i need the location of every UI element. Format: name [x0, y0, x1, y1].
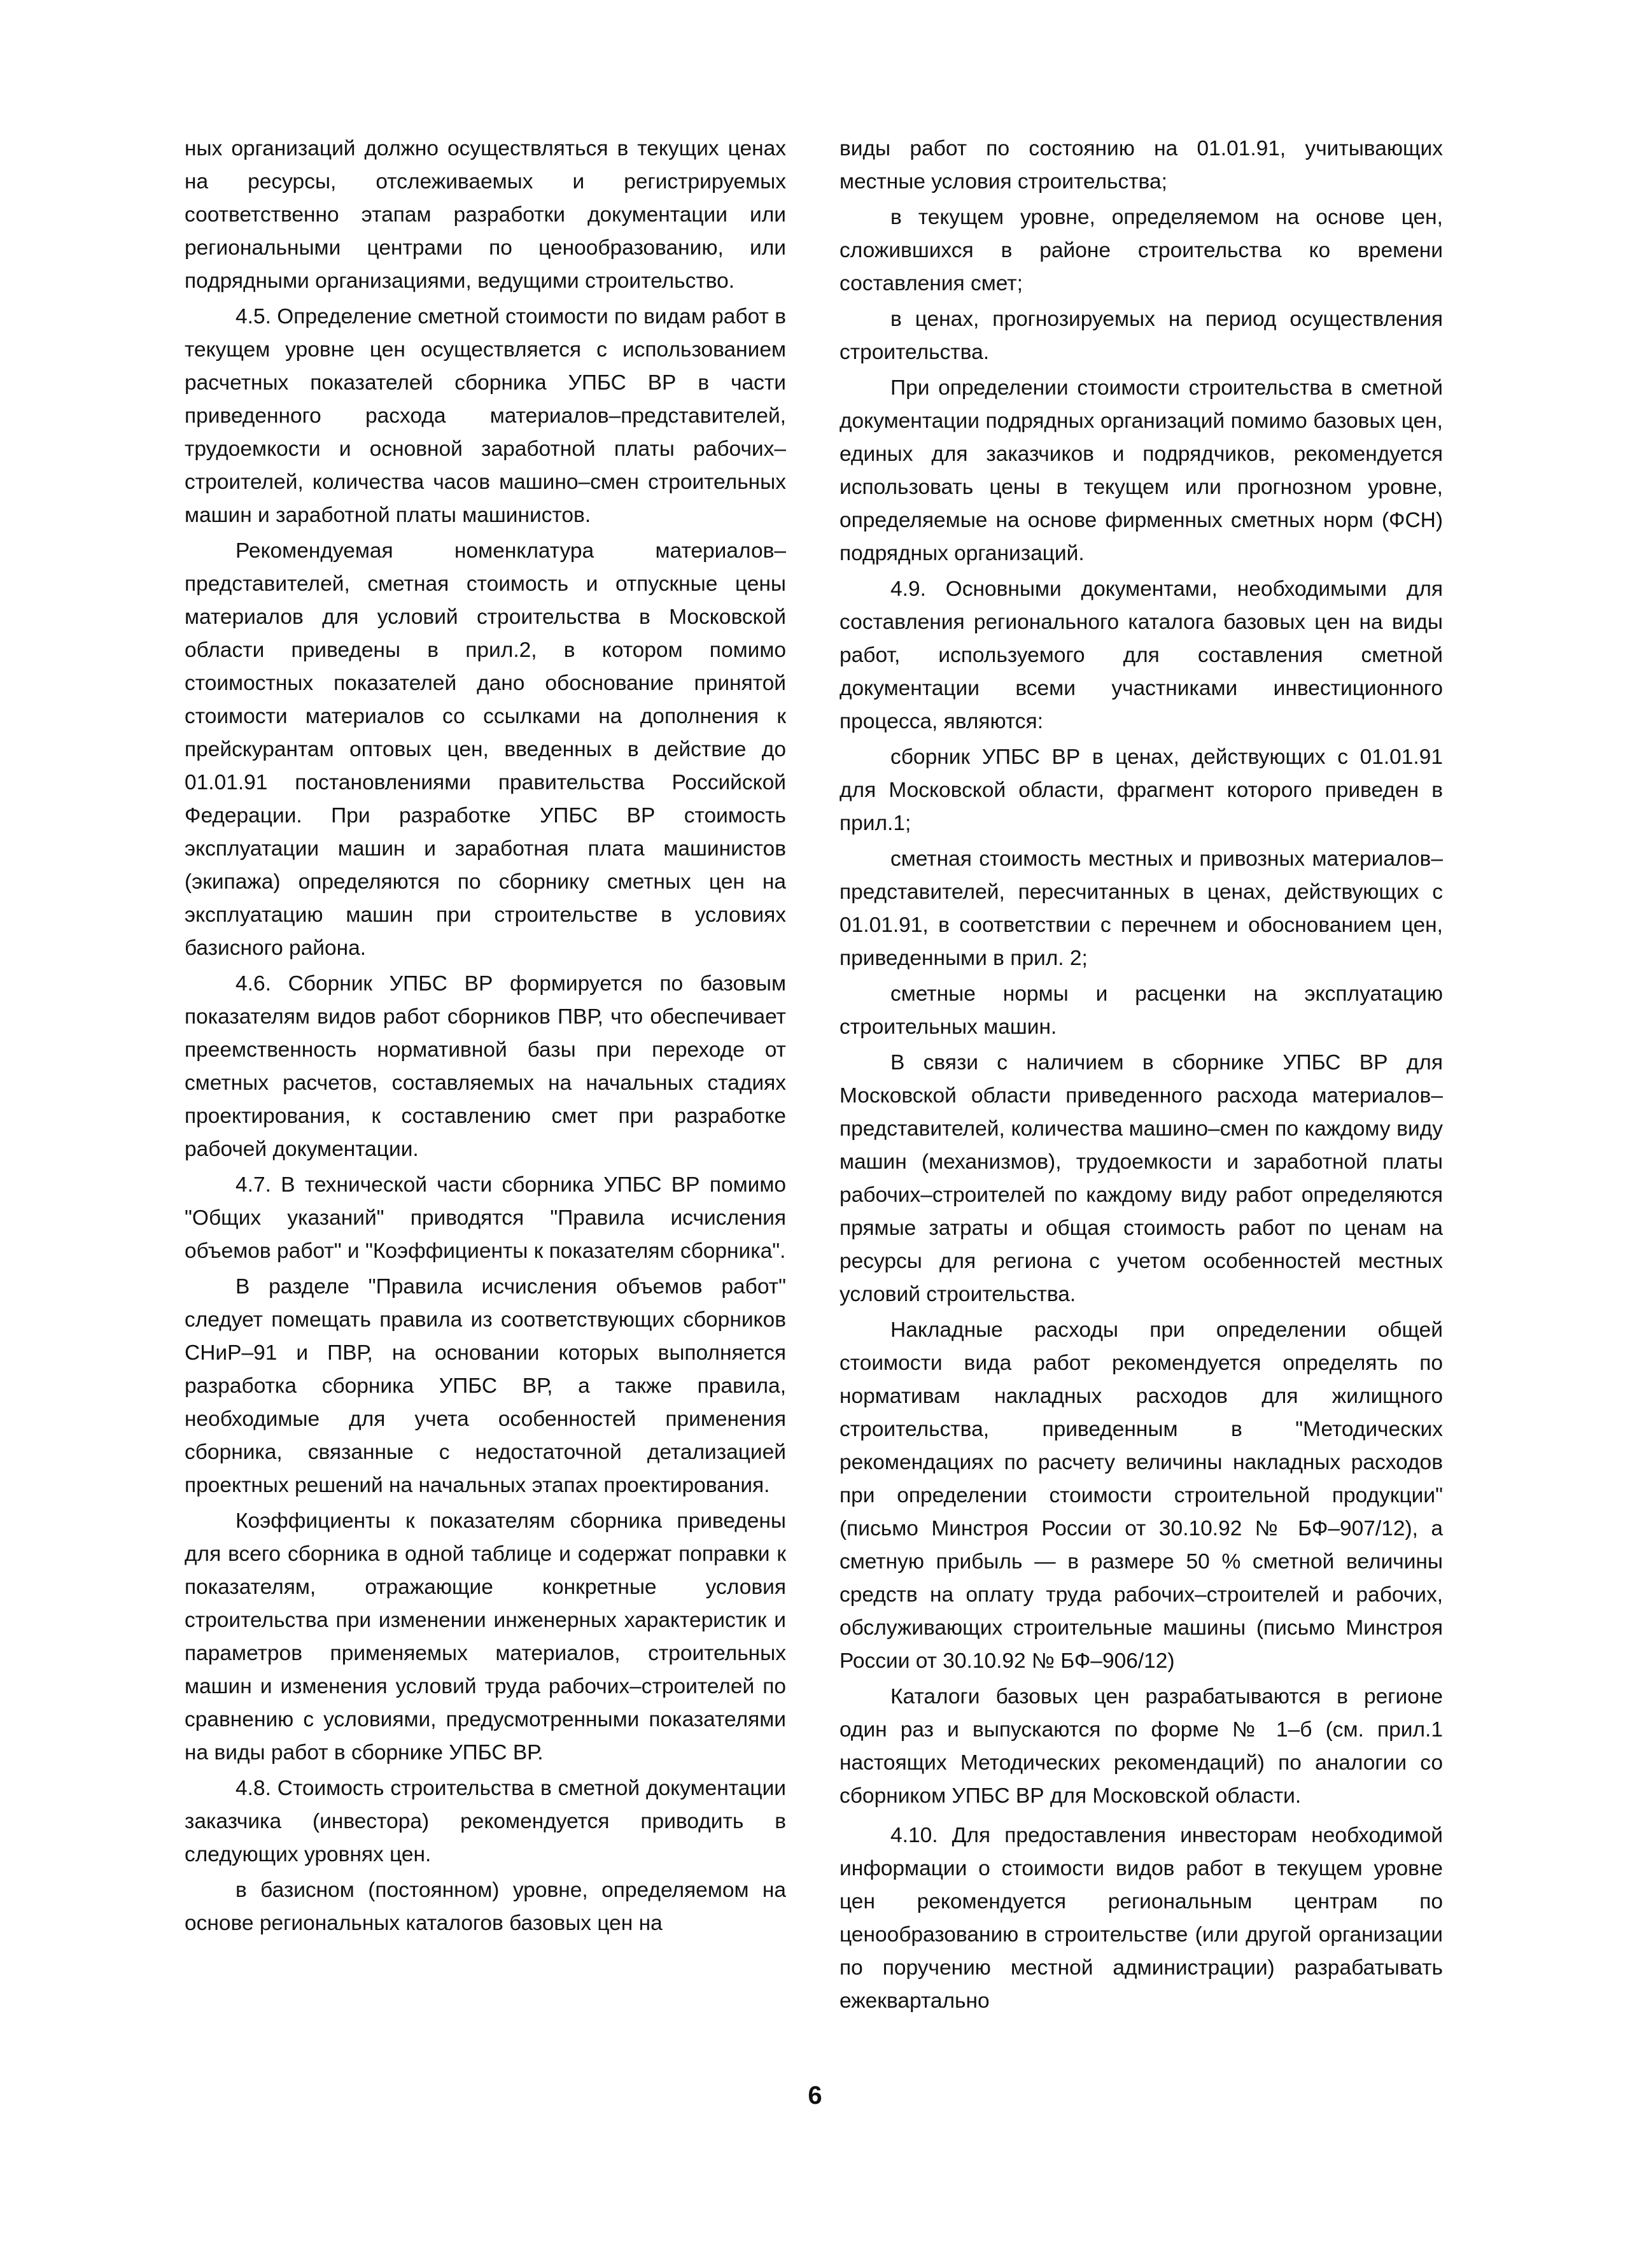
paragraph: Накладные расходы при определении общей стоимости вида работ рекомендуется определять по нормативам накладных расходов для жилищного строительства, приведенным в "Методических рекомендациях по расчету величины накладных расходов при определении стоимости строительной продукции" (письмо Минстроя России от 30.10.92 № БФ–907/12), а сметную прибыль — в размере 50 % сметной величины средств на оплату труда рабочих–строителей и рабочих, обслуживающих строительные машины (письмо Минстроя России от 30.10.92 № БФ–906/12) [840, 1318, 1443, 1673]
paragraph: сметная стоимость местных и привозных материалов–представителей, пересчитанных в ценах, действующих с 01.01.91, в соответствии с перечнем и обоснованием цен, приведенными в прил. 2; [840, 847, 1443, 970]
paragraph: В связи с наличием в сборнике УПБС ВР для Московской области приведенного расхода материалов–представителей, количества машино–смен по каждому виду машин (механизмов), трудоемкости и заработной платы рабочих–строителей по каждому виду работ определяются прямые затраты и общая стоимость работ по ценам на ресурсы для региона с учетом особенностей местных условий строительства. [840, 1051, 1443, 1306]
paragraph: 4.8. Стоимость строительства в сметной документации заказчика (инвестора) рекомендуется приводить в следующих уровнях цен. [185, 1777, 786, 1866]
paragraph: Рекомендуемая номенклатура материалов–представителей, сметная стоимость и отпускные цены материалов для условий строительства в Московской области приведены в прил.2, в котором помимо стоимостных показателей дано обоснование принятой стоимости материалов со ссылками на дополнения к прейскурантам оптовых цен, введенных в действие до 01.01.91 постановлениями правительства Российской Федерации. При разработке УПБС ВР стоимость эксплуатации машин и заработная плата машинистов (экипажа) определяются по сборнику сметных цен на эксплуатацию машин при строительстве в условиях базисного района. [185, 539, 786, 960]
paragraph: 4.6. Сборник УПБС ВР формируется по базовым показателям видов работ сборников ПВР, что обеспечивает преемственность нормативной базы при переходе от сметных расчетов, составляемых на начальных стадиях проектирования, к составлению смет при разработке рабочей документации. [185, 972, 786, 1161]
paragraph: 4.9. Основными документами, необходимыми для составления регионального каталога базовых цен на виды работ, используемого для составления сметной документации всеми участниками инвестиционного процесса, являются: [840, 577, 1443, 733]
page-number: 6 [808, 2081, 822, 2110]
paragraph: В разделе "Правила исчисления объемов работ" следует помещать правила из соответствующих сборников СНиР–91 и ПВР, на основании которых выполняется разработка сборника УПБС ВР, а также правила, необходимые для учета особенностей применения сборника, связанные с недостаточной детализацией проектных решений на начальных этапах проектирования. [185, 1275, 786, 1497]
left-column [185, 132, 786, 1943]
paragraph: в текущем уровне, определяемом на основе цен, сложившихся в районе строительства ко времени составления смет; [840, 206, 1443, 295]
paragraph: 4.7. В технической части сборника УПБС ВР помимо "Общих указаний" приводятся "Правила исчисления объемов работ" и "Коэффициенты к показателям сборника". [185, 1173, 786, 1263]
paragraph: в ценах, прогнозируемых на период осуществления строительства. [840, 307, 1443, 364]
paragraph: сметные нормы и расценки на эксплуатацию строительных машин. [840, 982, 1443, 1039]
paragraph: При определении стоимости строительства в сметной документации подрядных организаций помимо базовых цен, единых для заказчиков и подрядчиков, рекомендуется использовать цены в текущем или прогнозном уровне, определяемые на основе фирменных сметных норм (ФСН) подрядных организаций. [840, 376, 1443, 565]
paragraph: Коэффициенты к показателям сборника приведены для всего сборника в одной таблице и содержат поправки к показателям, отражающие конкретные условия строительства при изменении инженерных характеристик и параметров применяемых материалов, строительных машин и изменения условий труда рабочих–строителей по сравнению с условиями, предусмотренными показателями на виды работ в сборнике УПБС ВР. [185, 1509, 786, 1764]
right-column [840, 132, 1443, 2020]
paragraph: в базисном (постоянном) уровне, определяемом на основе региональных каталогов базовых цен на [185, 1878, 786, 1935]
paragraph: сборник УПБС ВР в ценах, действующих с 01.01.91 для Московской области, фрагмент которого приведен в прил.1; [840, 745, 1443, 835]
paragraph: 4.10. Для предоставления инвесторам необходимой информации о стоимости видов работ в текущем уровне цен рекомендуется региональным центрам по ценообразованию в строительстве (или другой организации по поручению местной администрации) разрабатывать ежеквартально [840, 1824, 1443, 2013]
paragraph: 4.5. Определение сметной стоимости по видам работ в текущем уровне цен осуществляется с использованием расчетных показателей сборника УПБС ВР в части приведенного расхода материалов–представителей, трудоемкости и основной заработной платы рабочих–строителей, количества часов машино–смен строительных машин и заработной платы машинистов. [185, 305, 786, 527]
paragraph: Каталоги базовых цен разрабатываются в регионе один раз и выпускаются по форме № 1–б (см. прил.1 настоящих Методических рекомендаций) по аналогии со сборником УПБС ВР для Московской области. [840, 1685, 1443, 1808]
paragraph: виды работ по состоянию на 01.01.91, учитывающих местные условия строительства; [840, 137, 1443, 194]
paragraph: ных организаций должно осуществляться в текущих ценах на ресурсы, отслеживаемых и регистрируемых соответственно этапам разработки документации или региональными центрами по ценообразованию, или подрядными организациями, ведущими строительство. [185, 137, 786, 293]
